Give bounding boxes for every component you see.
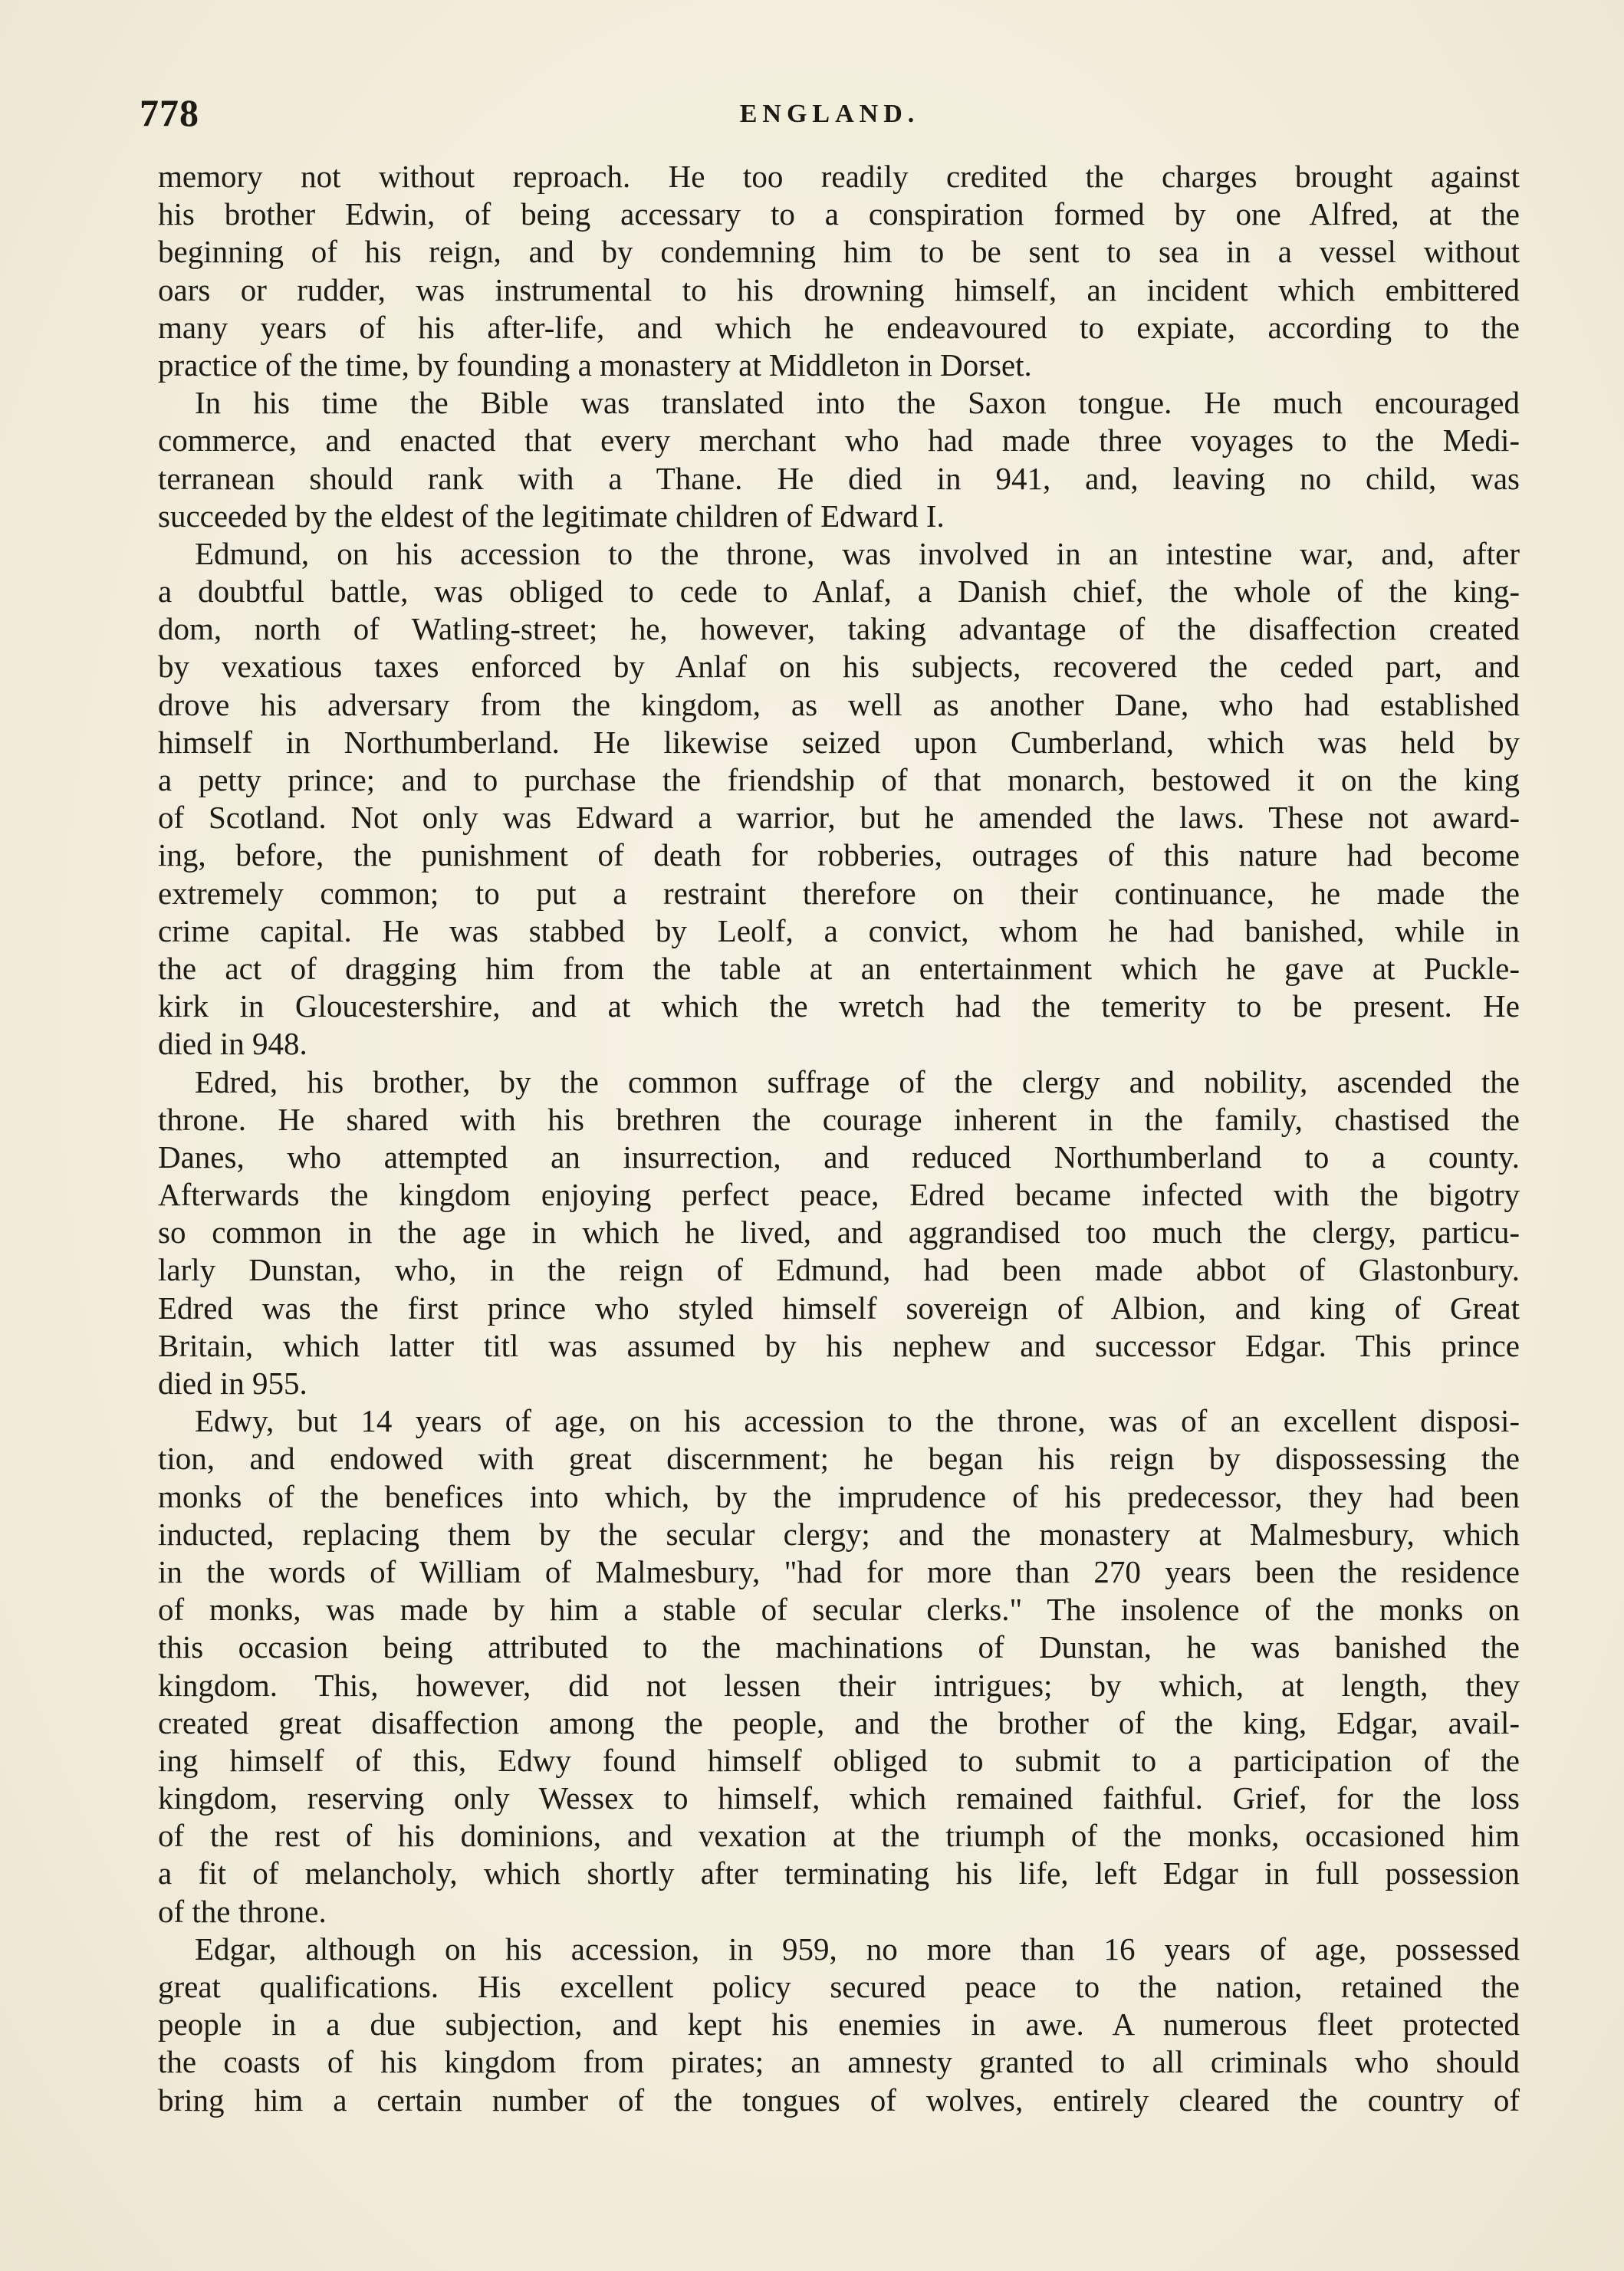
text-line: of the rest of his dominions, and vexation at the triumph of the monks, occasioned him [158, 1818, 1520, 1854]
body-text [158, 158, 1520, 2119]
text-line: bring him a certain number of the tongues of wolves, entirely cleared the country of [158, 2082, 1520, 2118]
text-line: a fit of melancholy, which shortly after terminating his life, left Edgar in full possession [158, 1855, 1520, 1891]
text-line: drove his adversary from the kingdom, as well as another Dane, who had established [158, 686, 1520, 722]
text-line: terranean should rank with a Thane. He died in 941, and, leaving no child, was [158, 460, 1520, 496]
paragraph [158, 1931, 1520, 2119]
text-line: beginning of his reign, and by condemning him to be sent to sea in a vessel without [158, 234, 1520, 270]
text-line: In his time the Bible was translated into the Saxon tongue. He much encouraged [195, 385, 1520, 421]
paragraph [158, 1063, 1520, 1403]
text-line: his brother Edwin, of being accessary to a conspiration formed by one Alfred, at the [158, 196, 1520, 232]
text-line: a petty prince; and to purchase the friendship of that monarch, bestowed it on the king [158, 762, 1520, 797]
text-line: ing himself of this, Edwy found himself obliged to submit to a participation of the [158, 1742, 1520, 1778]
text-line: larly Dunstan, who, in the reign of Edmund, had been made abbot of Glastonbury. [158, 1252, 1520, 1288]
text-line: inducted, replacing them by the secular clergy; and the monastery at Malmesbury, which [158, 1516, 1520, 1552]
text-line: crime capital. He was stabbed by Leolf, a convict, whom he had banished, while in [158, 912, 1520, 948]
text-line: ing, before, the punishment of death for robberies, outrages of this nature had become [158, 837, 1520, 873]
text-line: monks of the benefices into which, by the imprudence of his predecessor, they had been [158, 1478, 1520, 1514]
text-line: great qualifications. His excellent policy secured peace to the nation, retained the [158, 1969, 1520, 2004]
text-line: succeeded by the eldest of the legitimate children of Edward I. [158, 498, 945, 534]
text-line: Afterwards the kingdom enjoying perfect peace, Edred became infected with the bigotry [158, 1177, 1520, 1213]
text-line: this occasion being attributed to the machinations of Dunstan, he was banished the [158, 1629, 1520, 1665]
text-line: died in 955. [158, 1366, 307, 1401]
text-line: Edred was the first prince who styled himself sovereign of Albion, and king of Great [158, 1290, 1520, 1326]
text-line: so common in the age in which he lived, and aggrandised too much the clergy, particu- [158, 1214, 1520, 1251]
text-line: kirk in Gloucestershire, and at which the wretch had the temerity to be present. He [158, 988, 1520, 1024]
text-line: by vexatious taxes enforced by Anlaf on his subjects, recovered the ceded part, and [158, 649, 1520, 685]
text-line: extremely common; to put a restraint therefore on their continuance, he made the [158, 875, 1520, 911]
text-line: Edred, his brother, by the common suffrage of the clergy and nobility, ascended the [195, 1063, 1520, 1099]
text-line: Britain, which latter titl was assumed by his nephew and successor Edgar. This prince [158, 1327, 1520, 1363]
text-line: dom, north of Watling-street; he, however, taking advantage of the disaffection created [158, 611, 1520, 647]
text-line: of monks, was made by him a stable of secular clerks." The insolence of the monks on [158, 1592, 1520, 1628]
text-line: a doubtful battle, was obliged to cede to Anlaf, a Danish chief, the whole of the king- [158, 574, 1520, 610]
text-line: died in 948. [158, 1026, 307, 1062]
page-number: 778 [140, 91, 199, 134]
text-line: himself in Northumberland. He likewise seized upon Cumberland, which was held by [158, 724, 1520, 760]
paragraph [158, 384, 1520, 535]
text-line: the coasts of his kingdom from pirates; an amnesty granted to all criminals who should [158, 2044, 1520, 2080]
text-line: oars or rudder, was instrumental to his drowning himself, an incident which embittered [158, 271, 1520, 307]
text-line: of the throne. [158, 1893, 327, 1929]
paragraph [158, 535, 1520, 1063]
text-line: kingdom. This, however, did not lessen their intrigues; by which, at length, they [158, 1667, 1520, 1703]
text-line: of Scotland. Not only was Edward a warrior, but he amended the laws. These not award- [158, 800, 1520, 836]
paragraph [158, 1402, 1520, 1931]
text-line: Edgar, although on his accession, in 959, no more than 16 years of age, possessed [195, 1931, 1520, 1967]
text-line: Danes, who attempted an insurrection, and reduced Northumberland to a county. [158, 1139, 1520, 1175]
text-line: in the words of William of Malmesbury, "had for more than 270 years been the residence [158, 1553, 1520, 1589]
text-line: throne. He shared with his brethren the courage inherent in the family, chastised the [158, 1101, 1520, 1137]
text-line: Edwy, but 14 years of age, on his accession to the throne, was of an excellent disposi- [195, 1403, 1520, 1439]
text-line: memory not without reproach. He too readily credited the charges brought against [158, 159, 1520, 194]
paragraph [158, 158, 1520, 384]
text-line: practice of the time, by founding a monastery at Middleton in Dorset. [158, 347, 1032, 383]
page-header [140, 90, 1520, 136]
text-line: tion, and endowed with great discernment; he began his reign by dispossessing the [158, 1441, 1520, 1477]
text-line: the act of dragging him from the table at an entertainment which he gave at Puckle- [158, 950, 1520, 986]
text-line: kingdom, reserving only Wessex to himself, which remained faithful. Grief, for the loss [158, 1780, 1520, 1816]
text-line: Edmund, on his accession to the throne, was involved in an intestine war, and, after [195, 535, 1520, 571]
running-title: ENGLAND. [739, 100, 920, 128]
text-line: many years of his after-life, and which he endeavoured to expiate, according to the [158, 309, 1520, 345]
text-line: created great disaffection among the people, and the brother of the king, Edgar, avail- [158, 1704, 1520, 1740]
text-line: people in a due subjection, and kept his enemies in awe. A numerous fleet protected [158, 2006, 1520, 2043]
text-line: commerce, and enacted that every merchant who had made three voyages to the Medi- [158, 422, 1520, 458]
